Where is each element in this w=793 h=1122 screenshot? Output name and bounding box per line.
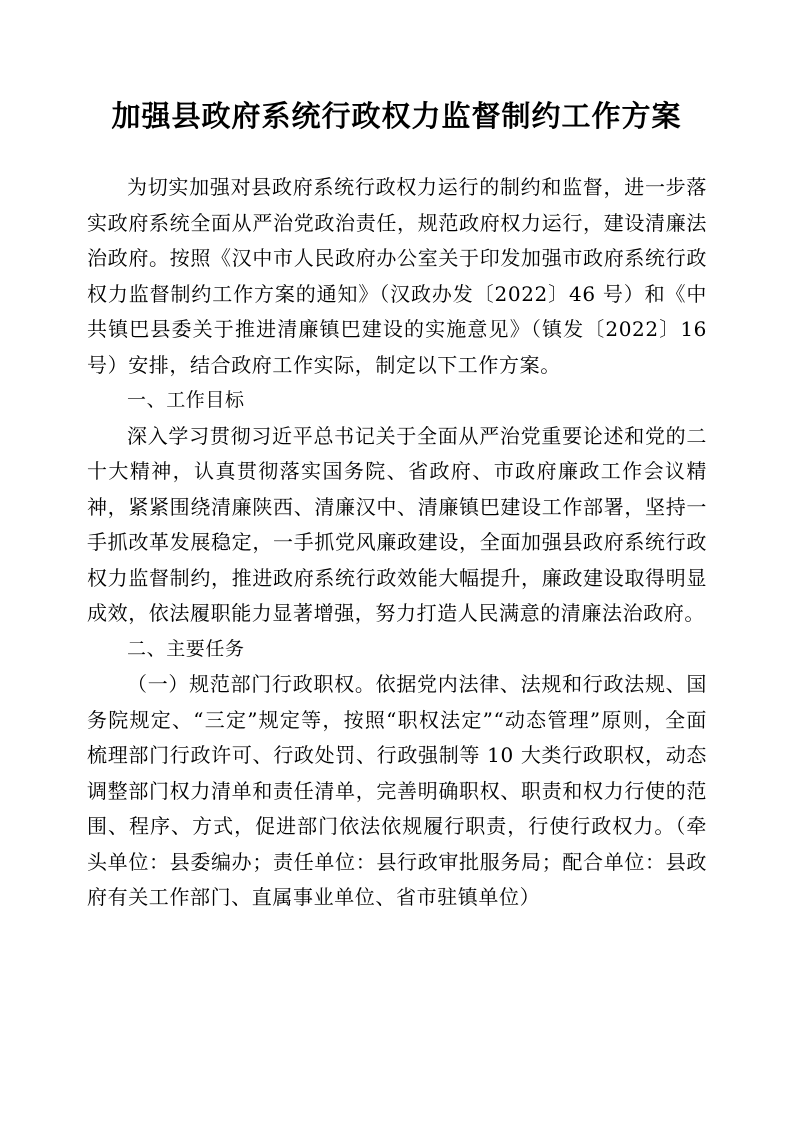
section-heading-tasks: 二、主要任务 — [127, 637, 245, 660]
document-title: 加强县政府系统行政权力监督制约工作方案 — [111, 99, 682, 133]
section-heading-goals: 一、工作目标 — [127, 389, 245, 411]
document-body — [87, 170, 707, 916]
task-item-paragraph: （一）规范部门行政职权。依据党内法律、法规和行政法规、国务院规定、“三定”规定等，按照“职权法定”“动态管理”原则，全面梳理部门行政许可、行政处罚、行政强制等 10 大类行政职权，动态调整部门权力清单和责任清单，完善明确职权、职责和权力行使的范围、程序、方式，促进部门依法依规履行职责，行使行政权力。（牵头单位：县委编办；责任单位：县行政审批服务局；配合单位：县政府有关工作部门、直属事业单位、省市驻镇单位） — [87, 672, 707, 909]
goals-paragraph: 深入学习贯彻习近平总书记关于全面从严治党重要论述和党的二十大精神，认真贯彻落实国务院、省政府、市政府廉政工作会议精神，紧紧围绕清廉陕西、清廉汉中、清廉镇巴建设工作部署，坚持一手抓改革发展稳定，一手抓党风廉政建设，全面加强县政府系统行政权力监督制约，推进政府系统行政效能大幅提升，廉政建设取得明显成效，依法履职能力显著增强，努力打造人民满意的清廉法治政府。 — [87, 423, 707, 625]
intro-paragraph: 为切实加强对县政府系统行政权力运行的制约和监督，进一步落实政府系统全面从严治党政治责任，规范政府权力运行，建设清廉法治政府。按照《汉中市人民政府办公室关于印发加强市政府系统行政权力监督制约工作方案的通知》（汉政办发〔2022〕46 号）和《中共镇巴县委关于推进清廉镇巴建设的实施意见》（镇发〔2022〕16 号）安排，结合政府工作实际，制定以下工作方案。 — [87, 175, 707, 377]
